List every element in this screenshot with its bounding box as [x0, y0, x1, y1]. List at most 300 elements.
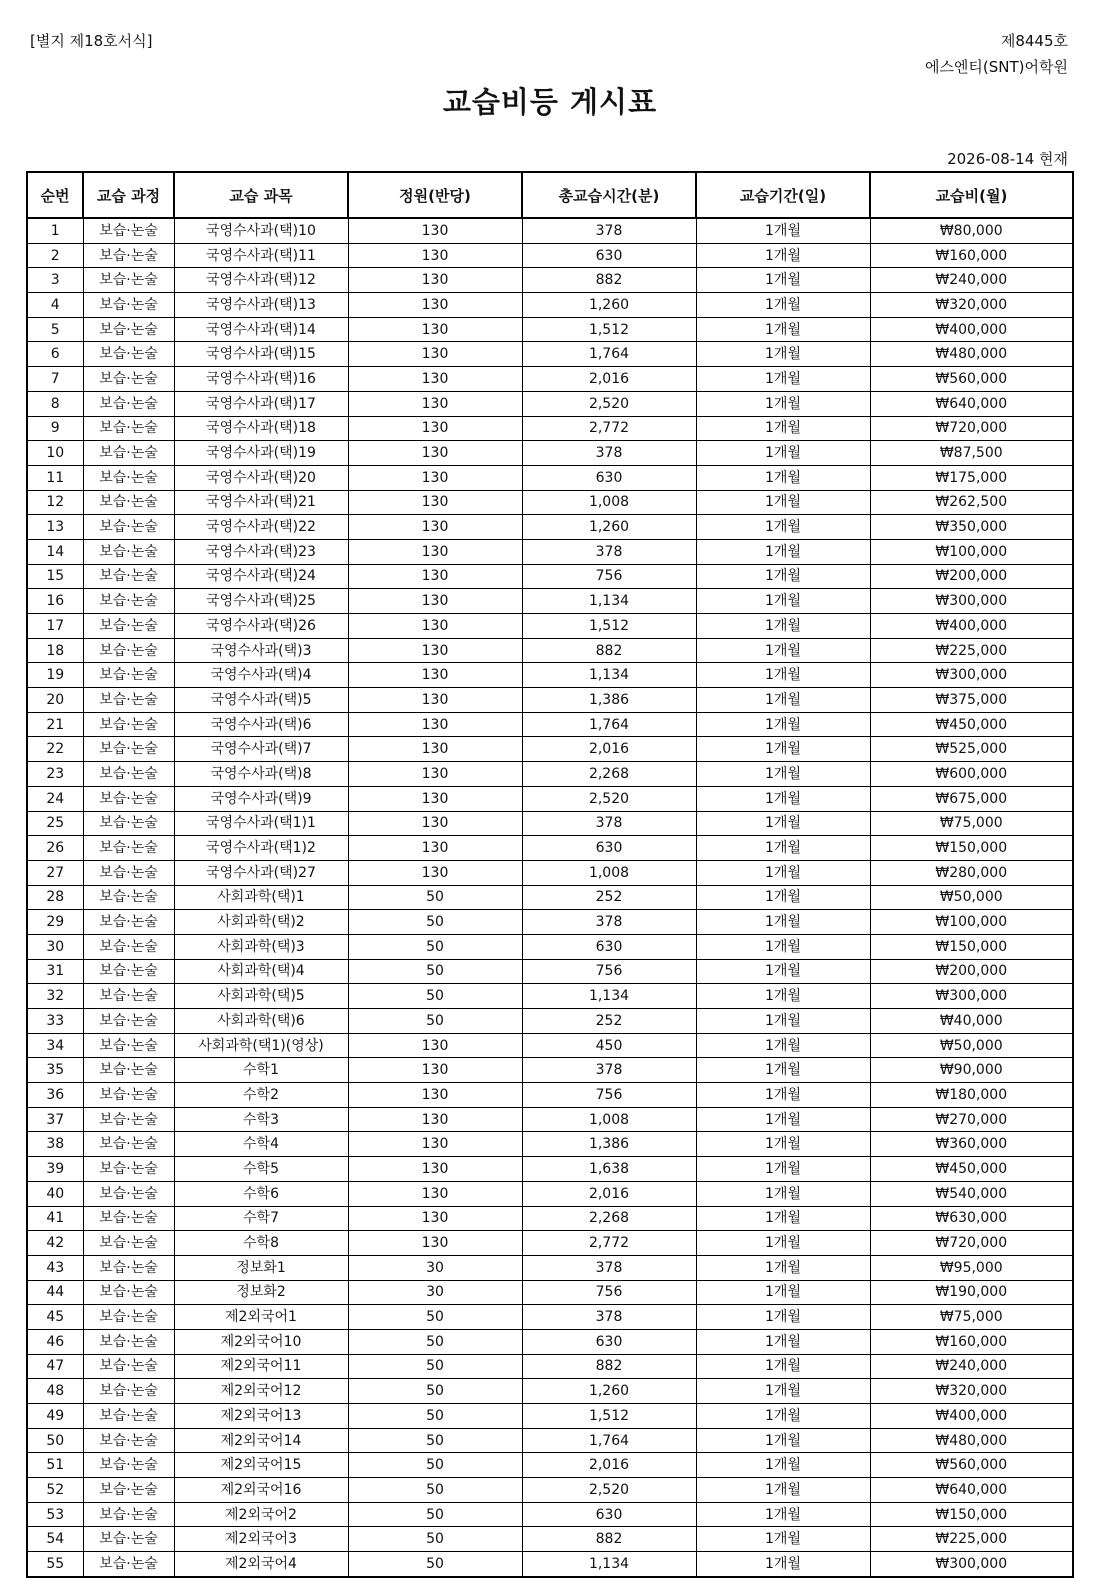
cell-fee: ₩175,000 — [870, 465, 1073, 490]
cell-seq: 54 — [27, 1527, 83, 1552]
cell-subject: 사회과학(택)3 — [174, 934, 348, 959]
cell-subject: 국영수사과(택)20 — [174, 465, 348, 490]
cell-capacity: 130 — [348, 1132, 522, 1157]
cell-course: 보습·논술 — [83, 1206, 174, 1231]
cell-period: 1개월 — [696, 614, 870, 639]
cell-period: 1개월 — [696, 762, 870, 787]
cell-fee: ₩525,000 — [870, 737, 1073, 762]
cell-course: 보습·논술 — [83, 737, 174, 762]
table-row — [27, 293, 1073, 318]
table-row — [27, 934, 1073, 959]
cell-seq: 18 — [27, 638, 83, 663]
cell-subject: 사회과학(택1)(영상) — [174, 1033, 348, 1058]
fee-table — [26, 171, 1074, 1578]
cell-fee: ₩400,000 — [870, 1404, 1073, 1429]
cell-total-minutes: 1,134 — [522, 663, 696, 688]
cell-seq: 48 — [27, 1379, 83, 1404]
cell-seq: 38 — [27, 1132, 83, 1157]
table-row — [27, 465, 1073, 490]
cell-subject: 사회과학(택)2 — [174, 910, 348, 935]
cell-period: 1개월 — [696, 1009, 870, 1034]
cell-seq: 29 — [27, 910, 83, 935]
cell-fee: ₩450,000 — [870, 1157, 1073, 1182]
cell-total-minutes: 252 — [522, 885, 696, 910]
cell-total-minutes: 450 — [522, 1033, 696, 1058]
cell-capacity: 130 — [348, 1033, 522, 1058]
table-row — [27, 1058, 1073, 1083]
table-row — [27, 1033, 1073, 1058]
cell-course: 보습·논술 — [83, 367, 174, 392]
cell-total-minutes: 378 — [522, 539, 696, 564]
cell-period: 1개월 — [696, 1379, 870, 1404]
cell-period: 1개월 — [696, 243, 870, 268]
cell-total-minutes: 378 — [522, 1058, 696, 1083]
column-header-course: 교습 과정 — [83, 172, 174, 218]
cell-capacity: 50 — [348, 1354, 522, 1379]
cell-total-minutes: 2,520 — [522, 786, 696, 811]
cell-fee: ₩262,500 — [870, 490, 1073, 515]
cell-course: 보습·논술 — [83, 860, 174, 885]
cell-capacity: 130 — [348, 342, 522, 367]
cell-capacity: 50 — [348, 1478, 522, 1503]
table-row — [27, 391, 1073, 416]
cell-seq: 11 — [27, 465, 83, 490]
cell-total-minutes: 2,520 — [522, 1478, 696, 1503]
cell-subject: 국영수사과(택)4 — [174, 663, 348, 688]
table-row — [27, 243, 1073, 268]
table-row — [27, 342, 1073, 367]
cell-capacity: 130 — [348, 1083, 522, 1108]
cell-fee: ₩480,000 — [870, 1428, 1073, 1453]
cell-subject: 국영수사과(택)21 — [174, 490, 348, 515]
cell-course: 보습·논술 — [83, 317, 174, 342]
cell-fee: ₩630,000 — [870, 1206, 1073, 1231]
cell-total-minutes: 1,512 — [522, 317, 696, 342]
cell-subject: 제2외국어15 — [174, 1453, 348, 1478]
table-row — [27, 860, 1073, 885]
cell-capacity: 50 — [348, 959, 522, 984]
cell-fee: ₩200,000 — [870, 959, 1073, 984]
table-row — [27, 1132, 1073, 1157]
cell-fee: ₩300,000 — [870, 1552, 1073, 1577]
cell-capacity: 130 — [348, 589, 522, 614]
column-header-period: 교습기간(일) — [696, 172, 870, 218]
table-row — [27, 1453, 1073, 1478]
cell-fee: ₩280,000 — [870, 860, 1073, 885]
table-row — [27, 317, 1073, 342]
cell-course: 보습·논술 — [83, 1009, 174, 1034]
cell-subject: 사회과학(택)6 — [174, 1009, 348, 1034]
cell-fee: ₩160,000 — [870, 243, 1073, 268]
cell-total-minutes: 1,386 — [522, 1132, 696, 1157]
cell-seq: 25 — [27, 811, 83, 836]
cell-subject: 제2외국어3 — [174, 1527, 348, 1552]
cell-fee: ₩80,000 — [870, 218, 1073, 243]
cell-subject: 제2외국어11 — [174, 1354, 348, 1379]
cell-total-minutes: 1,008 — [522, 860, 696, 885]
cell-period: 1개월 — [696, 860, 870, 885]
cell-capacity: 30 — [348, 1280, 522, 1305]
cell-seq: 6 — [27, 342, 83, 367]
cell-seq: 39 — [27, 1157, 83, 1182]
cell-fee: ₩190,000 — [870, 1280, 1073, 1305]
cell-subject: 국영수사과(택)24 — [174, 564, 348, 589]
cell-course: 보습·논술 — [83, 1181, 174, 1206]
cell-period: 1개월 — [696, 1527, 870, 1552]
as-of-date: 2026-08-14 현재 — [947, 150, 1068, 168]
cell-course: 보습·논술 — [83, 1404, 174, 1429]
table-row — [27, 490, 1073, 515]
cell-seq: 33 — [27, 1009, 83, 1034]
cell-fee: ₩300,000 — [870, 663, 1073, 688]
cell-capacity: 130 — [348, 836, 522, 861]
cell-course: 보습·논술 — [83, 1132, 174, 1157]
cell-period: 1개월 — [696, 490, 870, 515]
cell-fee: ₩95,000 — [870, 1255, 1073, 1280]
cell-course: 보습·논술 — [83, 218, 174, 243]
cell-total-minutes: 378 — [522, 441, 696, 466]
table-row — [27, 885, 1073, 910]
cell-course: 보습·논술 — [83, 910, 174, 935]
table-row — [27, 1428, 1073, 1453]
cell-period: 1개월 — [696, 1132, 870, 1157]
cell-total-minutes: 882 — [522, 638, 696, 663]
cell-total-minutes: 378 — [522, 1305, 696, 1330]
cell-total-minutes: 1,008 — [522, 1107, 696, 1132]
cell-period: 1개월 — [696, 1107, 870, 1132]
cell-capacity: 50 — [348, 885, 522, 910]
cell-course: 보습·논술 — [83, 1502, 174, 1527]
cell-period: 1개월 — [696, 663, 870, 688]
table-row — [27, 1354, 1073, 1379]
table-body — [27, 218, 1073, 1577]
cell-fee: ₩400,000 — [870, 614, 1073, 639]
cell-capacity: 50 — [348, 1009, 522, 1034]
cell-total-minutes: 378 — [522, 218, 696, 243]
cell-course: 보습·논술 — [83, 1478, 174, 1503]
cell-total-minutes: 2,016 — [522, 737, 696, 762]
cell-course: 보습·논술 — [83, 416, 174, 441]
cell-seq: 36 — [27, 1083, 83, 1108]
cell-capacity: 130 — [348, 243, 522, 268]
cell-total-minutes: 1,764 — [522, 342, 696, 367]
cell-fee: ₩150,000 — [870, 934, 1073, 959]
cell-course: 보습·논술 — [83, 1305, 174, 1330]
cell-subject: 국영수사과(택)26 — [174, 614, 348, 639]
cell-total-minutes: 756 — [522, 564, 696, 589]
cell-fee: ₩90,000 — [870, 1058, 1073, 1083]
cell-course: 보습·논술 — [83, 712, 174, 737]
cell-seq: 10 — [27, 441, 83, 466]
cell-fee: ₩225,000 — [870, 638, 1073, 663]
cell-seq: 22 — [27, 737, 83, 762]
cell-fee: ₩360,000 — [870, 1132, 1073, 1157]
cell-capacity: 50 — [348, 934, 522, 959]
cell-fee: ₩375,000 — [870, 688, 1073, 713]
cell-total-minutes: 2,520 — [522, 391, 696, 416]
cell-capacity: 130 — [348, 317, 522, 342]
cell-total-minutes: 1,008 — [522, 490, 696, 515]
cell-fee: ₩560,000 — [870, 367, 1073, 392]
cell-fee: ₩225,000 — [870, 1527, 1073, 1552]
table-row — [27, 614, 1073, 639]
cell-course: 보습·논술 — [83, 515, 174, 540]
cell-course: 보습·논술 — [83, 885, 174, 910]
cell-seq: 13 — [27, 515, 83, 540]
table-row — [27, 1404, 1073, 1429]
cell-capacity: 130 — [348, 786, 522, 811]
table-row — [27, 910, 1073, 935]
cell-fee: ₩180,000 — [870, 1083, 1073, 1108]
column-header-fee: 교습비(월) — [870, 172, 1073, 218]
cell-seq: 55 — [27, 1552, 83, 1577]
cell-fee: ₩240,000 — [870, 1354, 1073, 1379]
cell-capacity: 50 — [348, 910, 522, 935]
cell-seq: 5 — [27, 317, 83, 342]
cell-total-minutes: 378 — [522, 811, 696, 836]
cell-fee: ₩160,000 — [870, 1329, 1073, 1354]
cell-seq: 24 — [27, 786, 83, 811]
cell-course: 보습·논술 — [83, 1552, 174, 1577]
cell-period: 1개월 — [696, 1453, 870, 1478]
cell-course: 보습·논술 — [83, 243, 174, 268]
column-header-total-minutes: 총교습시간(분) — [522, 172, 696, 218]
cell-seq: 34 — [27, 1033, 83, 1058]
cell-seq: 17 — [27, 614, 83, 639]
cell-period: 1개월 — [696, 1181, 870, 1206]
cell-fee: ₩720,000 — [870, 1231, 1073, 1256]
cell-total-minutes: 630 — [522, 934, 696, 959]
cell-fee: ₩400,000 — [870, 317, 1073, 342]
cell-capacity: 30 — [348, 1255, 522, 1280]
cell-capacity: 130 — [348, 1181, 522, 1206]
table-row — [27, 688, 1073, 713]
cell-capacity: 130 — [348, 490, 522, 515]
cell-capacity: 50 — [348, 1527, 522, 1552]
form-number: [별지 제18호서식] — [30, 32, 153, 50]
cell-period: 1개월 — [696, 638, 870, 663]
cell-seq: 49 — [27, 1404, 83, 1429]
cell-capacity: 130 — [348, 539, 522, 564]
table-row — [27, 811, 1073, 836]
cell-fee: ₩100,000 — [870, 539, 1073, 564]
cell-period: 1개월 — [696, 1157, 870, 1182]
cell-subject: 국영수사과(택)10 — [174, 218, 348, 243]
cell-seq: 40 — [27, 1181, 83, 1206]
cell-period: 1개월 — [696, 317, 870, 342]
cell-course: 보습·논술 — [83, 614, 174, 639]
cell-course: 보습·논술 — [83, 638, 174, 663]
cell-period: 1개월 — [696, 1083, 870, 1108]
cell-fee: ₩450,000 — [870, 712, 1073, 737]
cell-subject: 제2외국어12 — [174, 1379, 348, 1404]
cell-course: 보습·논술 — [83, 342, 174, 367]
cell-seq: 2 — [27, 243, 83, 268]
table-row — [27, 1502, 1073, 1527]
cell-course: 보습·논술 — [83, 1354, 174, 1379]
cell-subject: 정보화2 — [174, 1280, 348, 1305]
cell-period: 1개월 — [696, 1354, 870, 1379]
cell-fee: ₩600,000 — [870, 762, 1073, 787]
cell-fee: ₩75,000 — [870, 811, 1073, 836]
cell-course: 보습·논술 — [83, 1280, 174, 1305]
table-row — [27, 218, 1073, 243]
cell-total-minutes: 252 — [522, 1009, 696, 1034]
cell-subject: 국영수사과(택)23 — [174, 539, 348, 564]
cell-subject: 국영수사과(택)15 — [174, 342, 348, 367]
cell-seq: 1 — [27, 218, 83, 243]
cell-total-minutes: 2,268 — [522, 762, 696, 787]
table-row — [27, 1107, 1073, 1132]
cell-subject: 제2외국어2 — [174, 1502, 348, 1527]
registration-number: 제8445호 — [1000, 32, 1068, 50]
cell-course: 보습·논술 — [83, 564, 174, 589]
cell-course: 보습·논술 — [83, 589, 174, 614]
table-row — [27, 1527, 1073, 1552]
cell-fee: ₩320,000 — [870, 1379, 1073, 1404]
cell-period: 1개월 — [696, 391, 870, 416]
cell-subject: 국영수사과(택)14 — [174, 317, 348, 342]
cell-subject: 수학2 — [174, 1083, 348, 1108]
cell-capacity: 130 — [348, 614, 522, 639]
cell-total-minutes: 756 — [522, 959, 696, 984]
cell-period: 1개월 — [696, 589, 870, 614]
academy-name: 에스엔티(SNT)어학원 — [924, 58, 1068, 76]
table-row — [27, 1329, 1073, 1354]
cell-period: 1개월 — [696, 1058, 870, 1083]
cell-subject: 국영수사과(택)9 — [174, 786, 348, 811]
cell-seq: 12 — [27, 490, 83, 515]
cell-period: 1개월 — [696, 811, 870, 836]
cell-period: 1개월 — [696, 1552, 870, 1577]
cell-seq: 31 — [27, 959, 83, 984]
cell-course: 보습·논술 — [83, 762, 174, 787]
cell-capacity: 130 — [348, 367, 522, 392]
cell-period: 1개월 — [696, 737, 870, 762]
cell-subject: 국영수사과(택1)1 — [174, 811, 348, 836]
cell-subject: 수학7 — [174, 1206, 348, 1231]
table-row — [27, 737, 1073, 762]
table-row — [27, 786, 1073, 811]
cell-total-minutes: 882 — [522, 1354, 696, 1379]
cell-course: 보습·논술 — [83, 391, 174, 416]
cell-course: 보습·논술 — [83, 539, 174, 564]
table-row — [27, 762, 1073, 787]
table-row — [27, 564, 1073, 589]
cell-fee: ₩560,000 — [870, 1453, 1073, 1478]
cell-subject: 국영수사과(택)13 — [174, 293, 348, 318]
cell-seq: 7 — [27, 367, 83, 392]
cell-subject: 국영수사과(택)5 — [174, 688, 348, 713]
cell-fee: ₩675,000 — [870, 786, 1073, 811]
cell-period: 1개월 — [696, 1329, 870, 1354]
cell-capacity: 130 — [348, 218, 522, 243]
cell-course: 보습·논술 — [83, 1379, 174, 1404]
cell-capacity: 50 — [348, 984, 522, 1009]
cell-fee: ₩480,000 — [870, 342, 1073, 367]
table-row — [27, 1305, 1073, 1330]
cell-subject: 국영수사과(택)17 — [174, 391, 348, 416]
cell-course: 보습·논술 — [83, 1527, 174, 1552]
cell-period: 1개월 — [696, 934, 870, 959]
cell-capacity: 130 — [348, 515, 522, 540]
cell-capacity: 130 — [348, 712, 522, 737]
cell-fee: ₩100,000 — [870, 910, 1073, 935]
cell-fee: ₩150,000 — [870, 836, 1073, 861]
cell-period: 1개월 — [696, 1280, 870, 1305]
cell-capacity: 130 — [348, 1058, 522, 1083]
cell-fee: ₩320,000 — [870, 293, 1073, 318]
column-header-subject: 교습 과목 — [174, 172, 348, 218]
cell-fee: ₩300,000 — [870, 984, 1073, 1009]
cell-course: 보습·논술 — [83, 1107, 174, 1132]
cell-capacity: 130 — [348, 811, 522, 836]
cell-capacity: 130 — [348, 638, 522, 663]
cell-course: 보습·논술 — [83, 293, 174, 318]
cell-course: 보습·논술 — [83, 1157, 174, 1182]
cell-period: 1개월 — [696, 1033, 870, 1058]
cell-seq: 19 — [27, 663, 83, 688]
cell-total-minutes: 2,016 — [522, 1453, 696, 1478]
cell-course: 보습·논술 — [83, 836, 174, 861]
cell-period: 1개월 — [696, 836, 870, 861]
cell-subject: 수학1 — [174, 1058, 348, 1083]
cell-total-minutes: 1,260 — [522, 515, 696, 540]
cell-seq: 27 — [27, 860, 83, 885]
cell-period: 1개월 — [696, 1428, 870, 1453]
cell-period: 1개월 — [696, 984, 870, 1009]
table-row — [27, 1206, 1073, 1231]
cell-total-minutes: 1,764 — [522, 1428, 696, 1453]
cell-total-minutes: 2,772 — [522, 1231, 696, 1256]
cell-period: 1개월 — [696, 1255, 870, 1280]
table-row — [27, 1181, 1073, 1206]
cell-capacity: 130 — [348, 762, 522, 787]
cell-course: 보습·논술 — [83, 984, 174, 1009]
table-row — [27, 1083, 1073, 1108]
cell-capacity: 130 — [348, 465, 522, 490]
cell-course: 보습·논술 — [83, 1255, 174, 1280]
cell-subject: 제2외국어16 — [174, 1478, 348, 1503]
cell-period: 1개월 — [696, 268, 870, 293]
cell-fee: ₩720,000 — [870, 416, 1073, 441]
cell-period: 1개월 — [696, 1502, 870, 1527]
cell-fee: ₩87,500 — [870, 441, 1073, 466]
cell-course: 보습·논술 — [83, 1058, 174, 1083]
cell-course: 보습·논술 — [83, 811, 174, 836]
cell-period: 1개월 — [696, 885, 870, 910]
cell-total-minutes: 882 — [522, 268, 696, 293]
cell-period: 1개월 — [696, 959, 870, 984]
cell-capacity: 50 — [348, 1502, 522, 1527]
cell-subject: 사회과학(택)5 — [174, 984, 348, 1009]
cell-seq: 30 — [27, 934, 83, 959]
cell-course: 보습·논술 — [83, 1453, 174, 1478]
cell-total-minutes: 1,512 — [522, 614, 696, 639]
cell-subject: 수학4 — [174, 1132, 348, 1157]
table-row — [27, 1157, 1073, 1182]
table-row — [27, 1478, 1073, 1503]
cell-seq: 32 — [27, 984, 83, 1009]
table-header-row — [27, 172, 1073, 218]
cell-total-minutes: 1,134 — [522, 589, 696, 614]
cell-subject: 수학3 — [174, 1107, 348, 1132]
cell-total-minutes: 1,386 — [522, 688, 696, 713]
cell-seq: 47 — [27, 1354, 83, 1379]
cell-subject: 국영수사과(택)8 — [174, 762, 348, 787]
cell-fee: ₩640,000 — [870, 391, 1073, 416]
cell-capacity: 130 — [348, 441, 522, 466]
